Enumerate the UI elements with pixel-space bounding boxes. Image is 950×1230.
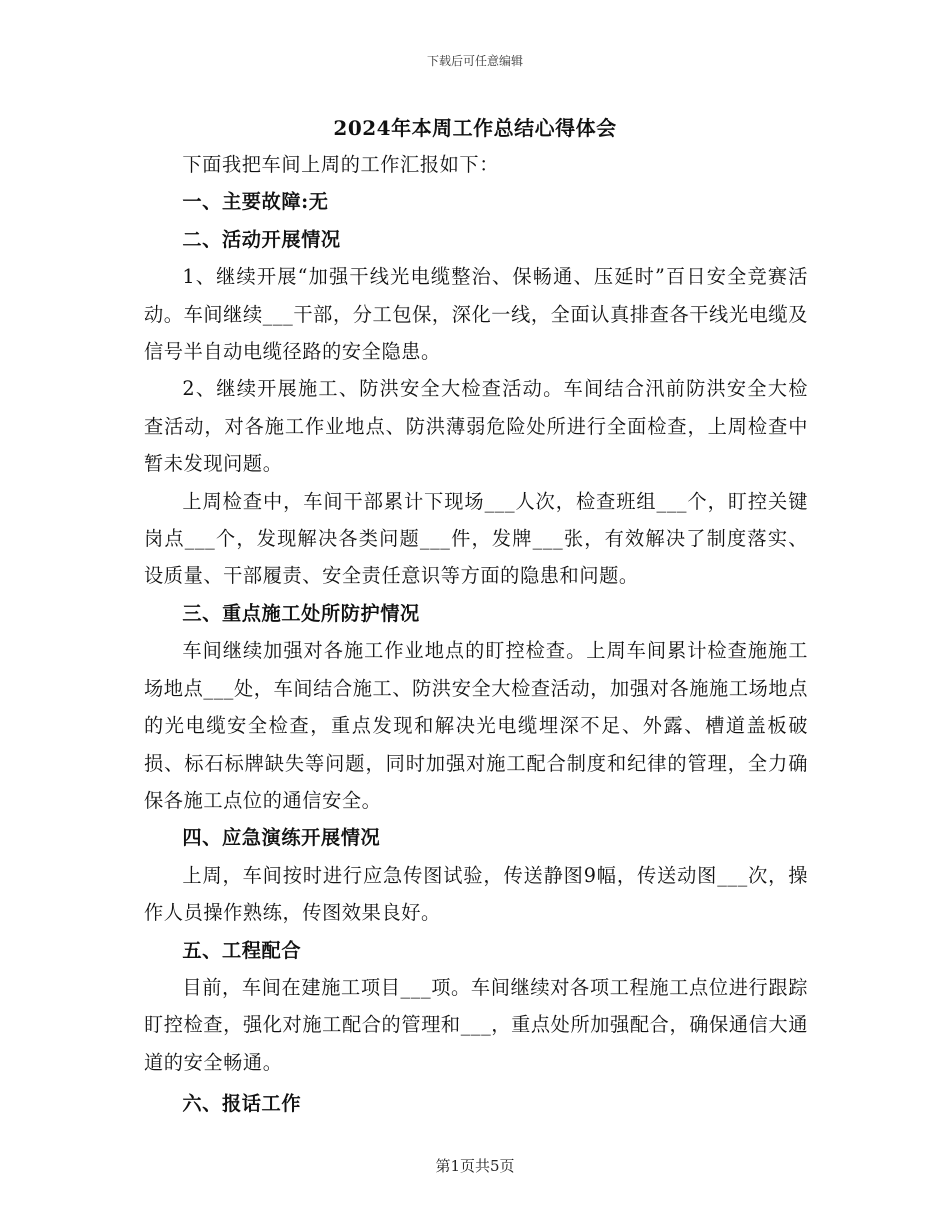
section-heading-telephone: 六、报话工作	[182, 1092, 302, 1116]
section-heading-drill: 四、应急演练开展情况	[182, 826, 381, 850]
inspection-paragraph: 上周检查中，车间干部累计下现场___人次，检查班组___个，盯控关键岗点___个，发现解决各类问题___件，发牌___张，有效解决了制度落实、设质量、干部履责、安全责任意识等方面的隐患和问题。	[144, 489, 808, 588]
document-title: 2024年本周工作总结心得体会	[333, 116, 617, 140]
document-body	[144, 146, 808, 1123]
drill-paragraph: 上周，车间按时进行应急传图试验，传送静图9幅，传送动图___次，操作人员操作熟练，传图效果良好。	[144, 863, 808, 925]
page-footer: 第1页共5页	[435, 1157, 515, 1175]
intro-paragraph: 下面我把车间上周的工作汇报如下：	[182, 153, 499, 176]
section-heading-engineering: 五、工程配合	[182, 938, 302, 962]
engineering-paragraph: 目前，车间在建施工项目___项。车间继续对各项工程施工点位进行跟踪盯控检查，强化对施工配合的管理和___，重点处所加强配合，确保通信大通道的安全畅通。	[144, 975, 808, 1074]
protection-paragraph: 车间继续加强对各施工作业地点的盯控检查。上周车间累计检查施施工场地点___处，车间结合施工、防洪安全大检查活动，加强对各施施工场地点的光电缆安全检查，重点发现和解决光电缆埋深不足、外露、槽道盖板破损、标石标牌缺失等问题，同时加强对施工配合制度和纪律的管理，全力确保各施工点位的通信安全。	[144, 639, 808, 812]
activity-paragraph-1: 1、继续开展“加强干线光电缆整治、保畅通、压延时”百日安全竞赛活动。车间继续___干部，分工包保，深化一线，全面认真排查各干线光电缆及信号半自动电缆径路的安全隐患。	[144, 265, 808, 364]
section-heading-activities: 二、活动开展情况	[182, 227, 341, 251]
section-heading-protection: 三、重点施工处所防护情况	[182, 601, 420, 625]
page-header: 下载后可任意编辑	[426, 54, 523, 68]
section-heading-faults: 一、主要故障:无	[182, 190, 329, 214]
activity-paragraph-2: 2、继续开展施工、防洪安全大检查活动。车间结合汛前防洪安全大检查活动，对各施工作业地点、防洪薄弱危险处所进行全面检查，上周检查中暂未发现问题。	[144, 377, 808, 476]
